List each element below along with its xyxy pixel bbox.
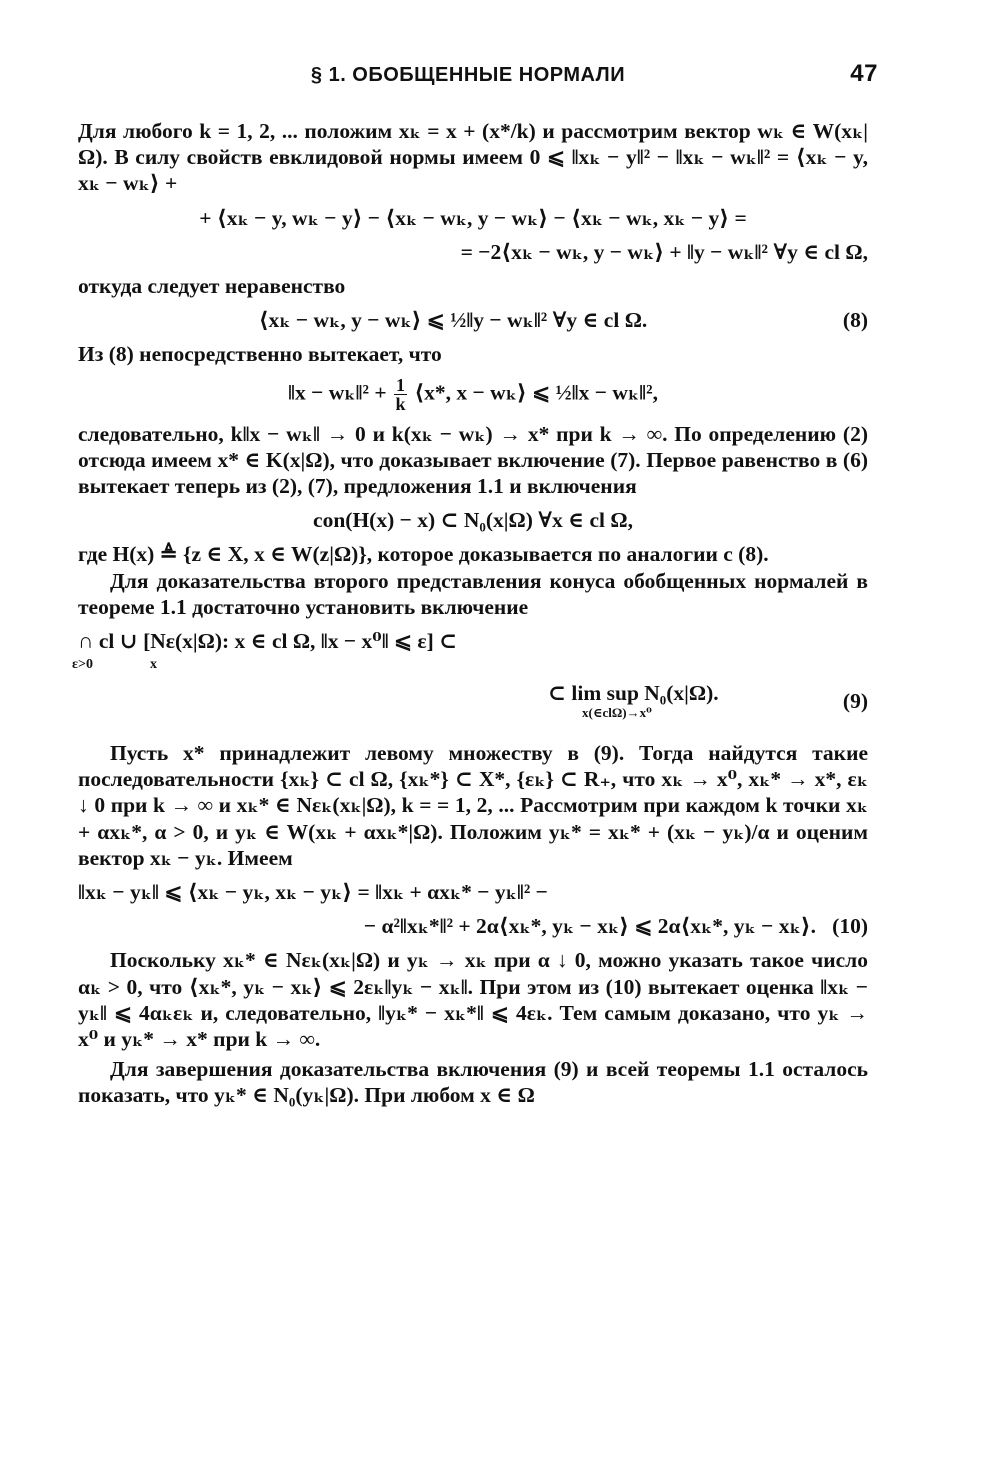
paragraph: где H(x) ≜ {z ∈ X, x ∈ W(z|Ω)}, которое доказывается по аналогии с (8). <box>78 542 769 567</box>
fraction-denominator: k <box>395 393 406 414</box>
equation-body: − α²‖xₖ*‖² + 2α⟨xₖ*, yₖ − xₖ⟩ ⩽ 2α⟨xₖ*, yₖ − xₖ⟩. <box>363 914 816 939</box>
equation-part: ⊂ lim sup <box>548 681 639 706</box>
paragraph: Для доказательства второго представления конуса обобщенных нормалей в теореме 1.1 достаточно установить включение <box>78 568 868 619</box>
paragraph: следовательно, k‖x − wₖ‖ → 0 и k(xₖ − wₖ) → x* при k → ∞. По определению (2) отсюда имеем x* ∈ K(x|Ω), что доказывает включение (7). Первое равенство в (6) вытекает теперь из (2), (7), предложения 1.1 и включения <box>78 421 868 499</box>
paragraph: откуда следует неравенство <box>78 274 346 299</box>
equation-body <box>548 680 719 720</box>
equation-8 <box>78 307 868 333</box>
equation-line: con(H(x) − x) ⊂ N₀(x|Ω) ∀x ∈ cl Ω, <box>313 508 633 533</box>
equation-10 <box>78 913 868 939</box>
paragraph: Пусть x* принадлежит левому множеству в (9). Тогда найдутся такие последовательности {xₖ} ⊂ cl Ω, {xₖ*} ⊂ X*, {εₖ} ⊂ R₊, что xₖ → x⁰, xₖ* → x*, εₖ ↓ 0 при k → ∞ и xₖ* ∈ Nεₖ(xₖ|Ω), k = = 1, 2, ... Рассмотрим при каждом k точки xₖ + αxₖ*, α > 0, и yₖ ∈ W(xₖ + αxₖ*|Ω). Положим yₖ* = xₖ* + (xₖ − yₖ)/α и оценим вектор xₖ − yₖ. Имеем <box>78 741 868 870</box>
equation-fraction-line <box>78 376 868 413</box>
paragraph: Для любого k = 1, 2, ... положим xₖ = x + (x*/k) и рассмотрим вектор wₖ ∈ W(xₖ|Ω). В силу свойств евклидовой нормы имеем 0 ⩽ ‖xₖ − y‖² − ‖xₖ − wₖ‖² = ⟨xₖ − y, xₖ − wₖ⟩ + <box>78 119 868 196</box>
equation-body: ⟨xₖ − wₖ, y − wₖ⟩ ⩽ ½‖y − wₖ‖² ∀y ∈ cl Ω. <box>258 308 648 333</box>
equation-part: N₀(x|Ω). <box>644 681 719 706</box>
paragraph: Для завершения доказательства включения (9) и всей теоремы 1.1 осталось показать, что yₖ* ∈ N₀(yₖ|Ω). При любом x ∈ Ω <box>78 1057 868 1108</box>
equation-part: ‖x − wₖ‖² + <box>288 380 387 405</box>
page-body <box>72 118 868 1109</box>
equation-union-line <box>72 628 868 673</box>
equation-number: (8) <box>842 308 868 333</box>
equation-number: (10) <box>832 914 868 939</box>
operator-subscript: ε>0 <box>72 657 93 673</box>
paragraph: Из (8) непосредственно вытекает, что <box>78 342 442 367</box>
fraction-numerator: 1 <box>395 374 405 395</box>
fraction <box>394 376 407 413</box>
paragraph: Поскольку xₖ* ∈ Nεₖ(xₖ|Ω) и yₖ → xₖ при α ↓ 0, можно указать такое число αₖ > 0, что ⟨xₖ*, yₖ − xₖ⟩ ⩽ 2εₖ‖yₖ − xₖ‖. При этом из (10) вытекает оценка ‖xₖ − yₖ‖ ⩽ 4αₖεₖ и, следовательно, ‖yₖ* − xₖ*‖ ⩽ 4εₖ. Тем самым доказано, что yₖ → x⁰ и yₖ* → x* при k → ∞. <box>78 948 868 1052</box>
section-title: § 1. ОБОБЩЕННЫЕ НОРМАЛИ <box>310 64 626 86</box>
intersection-operator: ∩ ε>0 <box>78 628 93 654</box>
union-subscript: x <box>150 657 157 673</box>
equation-line: ‖xₖ − yₖ‖ ⩽ ⟨xₖ − yₖ, xₖ − yₖ⟩ = ‖xₖ + αxₖ* − yₖ‖² − <box>78 880 548 905</box>
equation-line: = −2⟨xₖ − wₖ, y − wₖ⟩ + ‖y − wₖ‖² ∀y ∈ cl Ω, <box>460 239 868 264</box>
equation-number: (9) <box>842 689 868 714</box>
equation-line: + ⟨xₖ − y, wₖ − y⟩ − ⟨xₖ − wₖ, y − wₖ⟩ − ⟨xₖ − wₖ, xₖ − y⟩ = <box>199 205 747 230</box>
page-number: 47 <box>850 60 878 87</box>
equation-part: cl ∪ [Nε(x|Ω): x ∈ cl Ω, ‖x − x⁰‖ ⩽ ε] ⊂ <box>98 629 458 654</box>
equation-9 <box>78 680 868 732</box>
limsup-subscript: x(∈clΩ)→x⁰ <box>582 705 652 721</box>
equation-part: ⟨x*, x − wₖ⟩ ⩽ ½‖x − wₖ‖², <box>414 380 658 405</box>
